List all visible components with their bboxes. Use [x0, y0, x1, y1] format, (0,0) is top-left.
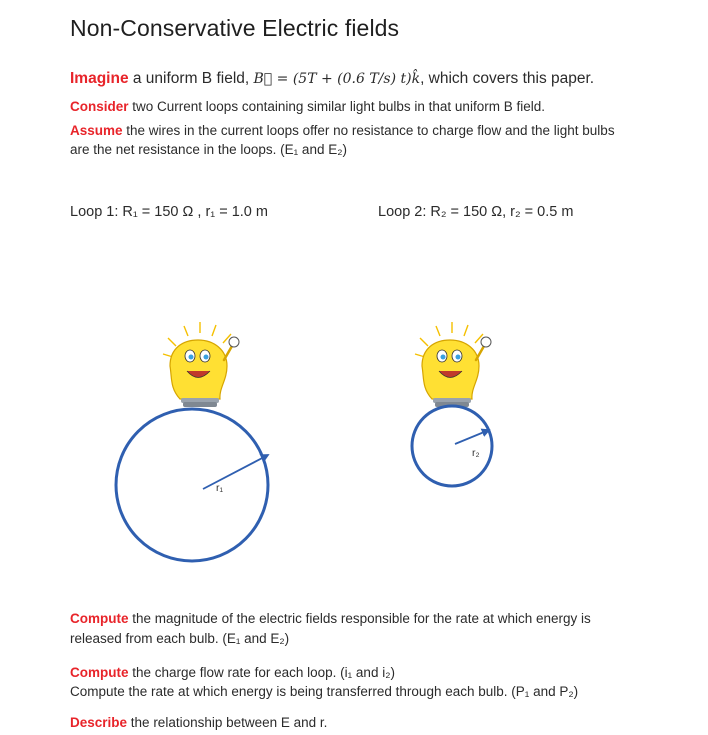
- assume-text-1: the wires in the current loops offer no resistance to charge flow and the light bulbs: [122, 123, 615, 138]
- consider-text: two Current loops containing similar light bulbs in that uniform B field.: [128, 99, 545, 114]
- loop1-bulb-icon: [163, 322, 239, 407]
- compute1-line-2: released from each bulb. (E₁ and E₂): [70, 631, 290, 646]
- loop2-radius-label: r₂: [472, 447, 480, 459]
- describe-lead: Describe: [70, 715, 128, 730]
- page-title: Non-Conservative Electric fields: [70, 15, 400, 41]
- loop1-radius-arrow: [203, 455, 268, 489]
- b-field-equation: B⃗ = (5T + (0.6 T/s) t)k̂: [253, 71, 421, 87]
- loop1-label: Loop 1: R₁ = 150 Ω , r₁ = 1.0 m: [70, 204, 268, 220]
- assume-lead: Assume: [70, 123, 123, 138]
- imagine-text-before: a uniform B field,: [128, 70, 254, 87]
- loop1-circle: [116, 409, 268, 561]
- describe-line: [70, 714, 327, 732]
- compute2-lead: Compute: [70, 665, 129, 680]
- loop2-bulb-icon: [415, 322, 491, 407]
- compute2-line: [70, 664, 395, 682]
- loop2-circle: [412, 406, 492, 486]
- compute1-text-1: the magnitude of the electric fields responsible for the rate at which energy is: [128, 611, 591, 626]
- compute1-line: [70, 610, 591, 628]
- loop2-label: Loop 2: R₂ = 150 Ω, r₂ = 0.5 m: [378, 204, 574, 220]
- imagine-lead: Imagine: [70, 70, 129, 87]
- compute2-text: the charge flow rate for each loop. (i₁ and i₂): [128, 665, 395, 680]
- assume-line-2: are the net resistance in the loops. (E₁ and E₂): [70, 142, 347, 157]
- compute3-line: Compute the rate at which energy is being transferred through each bulb. (P₁ and P₂): [70, 684, 579, 699]
- consider-lead: Consider: [70, 99, 129, 114]
- loop1-radius-label: r₁: [216, 482, 224, 494]
- compute1-lead: Compute: [70, 611, 129, 626]
- describe-text: the relationship between E and r.: [127, 715, 328, 730]
- imagine-text-after: , which covers this paper.: [420, 70, 595, 87]
- loop2-radius-arrow: [455, 430, 489, 444]
